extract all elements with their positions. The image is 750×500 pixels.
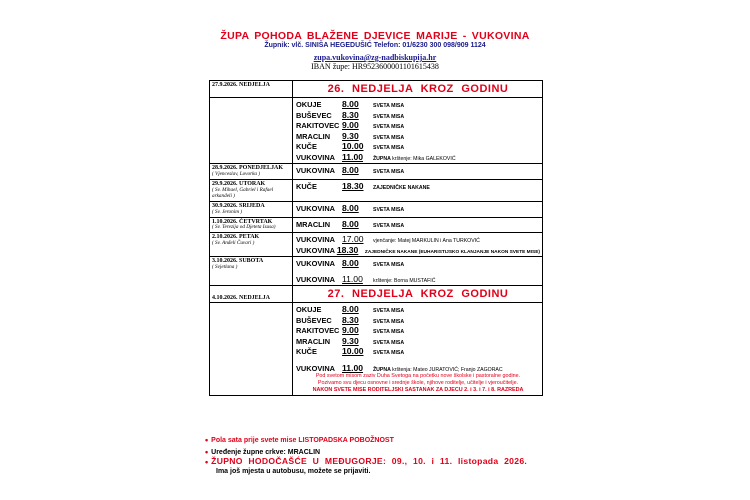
date-cell <box>210 217 293 233</box>
list-item <box>296 304 540 315</box>
mass-desc: SVETA MISA <box>373 339 405 346</box>
bullet-icon: • <box>205 457 209 467</box>
mass-desc: SVETA MISA <box>373 134 405 141</box>
bullet-text: Uređenje župne crkve: MRACLIN <box>211 449 321 456</box>
mass-desc: ZAJEDNIČKE NAKANE (EUHARISTIJSKO KLANJANJE NAKON SVETE MISE) <box>364 249 540 255</box>
place-label: KUČE <box>296 181 317 191</box>
saint-label: ( Sv. Mihael, Gabriel i Rafael arkanđeli ) <box>212 186 274 199</box>
schedule-cell <box>293 233 543 257</box>
mass-desc: SVETA MISA <box>373 124 405 130</box>
mass-desc: SVETA MISA <box>373 262 405 269</box>
announcement-note: Pod svetom misom zaziv Duha Svetoga na početku nove školske i pastoralne godine. <box>315 373 521 380</box>
saint-label: ( Svjetlana ) <box>212 264 238 271</box>
time-label: 11.00 <box>342 151 364 162</box>
place-label: VUKOVINA <box>296 363 336 373</box>
announcement-note: NAKON SVETE MISE RODITELJSKI SASTANAK ZA DJECU 2. i 3. i 7. i 8. RAZREDA <box>312 386 524 393</box>
list-item <box>296 110 540 121</box>
date-label: 29.9.2026. UTORAK <box>212 180 266 187</box>
date-label: 3.10.2026. SUBOTA <box>212 258 264 265</box>
date-label: 30.9.2026. SRIJEDA <box>212 202 265 209</box>
bullet-subtext: Ima još mjesta u autobusu, možete se prijaviti. <box>216 468 371 475</box>
place-label: VUKOVINA <box>296 259 336 269</box>
place-label: VUKOVINA <box>296 166 336 175</box>
schedule-cell <box>293 81 543 98</box>
time-label: 11.00 <box>342 273 363 284</box>
date-cell <box>210 233 293 257</box>
schedule-cell <box>293 164 543 180</box>
bullet-text: ŽUPNO HODOČAŠĆE U MEĐUGORJE: 09., 10. i 11. listopada 2026. <box>211 456 528 466</box>
schedule-cell <box>293 303 543 395</box>
mass-type: ŽUPNA <box>373 366 391 373</box>
sunday-heading: 27. NEDJELJA KROZ GODINU <box>327 288 509 301</box>
mass-desc: ZAJEDNIČKE NAKANE <box>373 184 430 191</box>
schedule-cell <box>293 98 543 164</box>
mass-desc <box>373 156 456 162</box>
list-item <box>296 181 540 192</box>
table-row <box>210 217 543 233</box>
list-item <box>296 120 540 131</box>
list-item <box>296 165 540 176</box>
list-item <box>296 245 540 256</box>
date-label: 1.10.2026. ČETVRTAK <box>212 218 273 225</box>
place-label: VUKOVINA <box>296 235 336 245</box>
list-item <box>296 336 540 347</box>
date-cell <box>210 179 293 201</box>
date-label: 28.9.2026. PONEDJELJAK <box>212 165 284 171</box>
place-label: VUKOVINA <box>296 152 336 162</box>
time-label: 8.00 <box>342 258 359 269</box>
baptism-note: krštenja: Mateo JURATOVIĆ; Franjo ZAGORAC <box>392 366 503 373</box>
schedule-table <box>209 80 543 396</box>
time-label: 8.00 <box>342 218 359 229</box>
schedule-cell <box>293 179 543 201</box>
saint-label: ( Sv. Terezija od Djeteta Isusa) <box>212 224 276 231</box>
saint-label: ( Vjenceslav, Lovorka ) <box>212 170 261 177</box>
schedule-cell <box>293 286 543 303</box>
mass-desc: SVETA MISA <box>373 113 405 120</box>
place-label: VUKOVINA <box>296 245 336 255</box>
table-row <box>210 81 543 98</box>
mass-desc: SVETA MISA <box>373 308 405 315</box>
list-item <box>296 315 540 326</box>
place-label: KUČE <box>296 142 317 151</box>
time-label: 8.30 <box>342 109 359 120</box>
bullet-item <box>205 456 527 466</box>
baptism-note: krštenje: Borna MUSTAFIĆ <box>373 277 436 284</box>
time-label: 8.00 <box>342 99 359 109</box>
bullet-icon: • <box>205 447 209 457</box>
date-cell <box>210 286 293 303</box>
iban-line: IBAN župe: HR9523600001101615438 <box>311 62 439 71</box>
mass-desc: SVETA MISA <box>373 145 405 151</box>
place-label: KUČE <box>296 347 317 357</box>
mass-desc: SVETA MISA <box>373 329 405 336</box>
time-label: 9.30 <box>342 335 359 346</box>
place-label: MRACLIN <box>296 336 331 346</box>
list-item <box>296 152 540 163</box>
mass-type: ŽUPNA <box>373 155 391 162</box>
list-item <box>296 203 540 214</box>
date-cell <box>210 257 293 286</box>
bullet-item <box>205 446 320 456</box>
mass-desc: SVETA MISA <box>373 206 405 213</box>
mass-desc: SVETA MISA <box>373 318 405 325</box>
list-item <box>296 99 540 110</box>
mass-desc <box>373 367 503 373</box>
schedule-cell <box>293 257 543 286</box>
time-label: 9.00 <box>342 120 359 130</box>
list-item <box>296 219 540 230</box>
list-item <box>296 325 540 336</box>
sunday-heading: 26. NEDJELJA KROZ GODINU <box>327 83 509 95</box>
time-label: 11.00 <box>342 362 364 373</box>
wedding-note: vjenčanje: Matej MARKULIN i Ana TURKOVIĆ <box>373 238 480 245</box>
mass-desc: SVETA MISA <box>373 350 405 357</box>
list-item <box>296 346 540 357</box>
bullet-icon: • <box>205 435 209 445</box>
schedule-cell <box>293 217 543 233</box>
email-link[interactable]: zupa.vukovina@zg-nadbiskupija.hr <box>313 53 437 62</box>
date-label: 27.9.2026. NEDJELJA <box>212 82 271 88</box>
table-row <box>210 303 543 395</box>
contact-line: Župnik: vlč. SINIŠA HEGEDUŠIĆ Telefon: 01/6230 300 098/909 1124 <box>264 42 486 49</box>
list-item <box>296 363 540 374</box>
place-label: VUKOVINA <box>296 203 336 213</box>
saint-label: ( Sv. Anđeli Čuvari ) <box>212 240 255 247</box>
time-label: 8.30 <box>342 314 359 325</box>
table-row <box>210 233 543 257</box>
table-row <box>210 179 543 201</box>
time-label: 9.30 <box>342 130 359 141</box>
time-label: 10.00 <box>342 346 364 357</box>
time-label: 18.30 <box>336 244 359 255</box>
table-row <box>210 201 543 217</box>
list-item <box>296 141 540 152</box>
place-label: BUŠEVEC <box>296 110 332 120</box>
list-item <box>296 258 540 269</box>
place-label: OKUJE <box>296 305 322 315</box>
time-label: 8.00 <box>342 202 359 213</box>
table-row <box>210 164 543 180</box>
bullet-item <box>205 434 394 444</box>
place-label: RAKITOVEC <box>296 326 340 336</box>
place-label: MRACLIN <box>296 219 331 229</box>
time-label: 18.30 <box>342 180 364 191</box>
bullet-text: Pola sata prije svete mise LISTOPADSKA POBOŽNOST <box>211 437 394 444</box>
table-row <box>210 98 543 164</box>
announcement-note: Pozivamo svu djecu osnovne i srednje škole, njihove roditelje, učitelje i vjeroučitelje. <box>317 380 519 387</box>
place-label: VUKOVINA <box>296 274 336 284</box>
list-item <box>296 274 540 285</box>
mass-desc: SVETA MISA <box>373 103 405 109</box>
place-label: BUŠEVEC <box>296 315 332 325</box>
table-row <box>210 286 543 303</box>
time-label: 17.00 <box>342 234 364 245</box>
place-label: OKUJE <box>296 100 322 109</box>
mass-desc: SVETA MISA <box>373 169 405 175</box>
place-label: MRACLIN <box>296 131 331 141</box>
date-cell <box>210 201 293 217</box>
saint-label: ( Sv. Jeronim ) <box>212 208 242 215</box>
date-label: 4.10.2026. NEDJELJA <box>212 294 271 301</box>
parish-title: ŽUPA POHODA BLAŽENE DJEVICE MARIJE - VUKOVINA <box>220 30 530 42</box>
list-item <box>296 131 540 142</box>
date-cell <box>210 164 293 180</box>
list-item <box>296 234 540 245</box>
table-row <box>210 257 543 286</box>
time-label: 8.00 <box>342 304 359 315</box>
date-label: 2.10.2026. PETAK <box>212 234 260 241</box>
schedule-cell <box>293 201 543 217</box>
baptism-note: krštenje: Mika GALEKOVIĆ <box>392 155 456 162</box>
date-cell <box>210 81 293 98</box>
time-label: 8.00 <box>342 165 359 175</box>
mass-desc: SVETA MISA <box>373 222 405 229</box>
time-label: 10.00 <box>342 141 364 151</box>
place-label: RAKITOVEC <box>296 121 340 130</box>
time-label: 9.00 <box>342 325 359 336</box>
